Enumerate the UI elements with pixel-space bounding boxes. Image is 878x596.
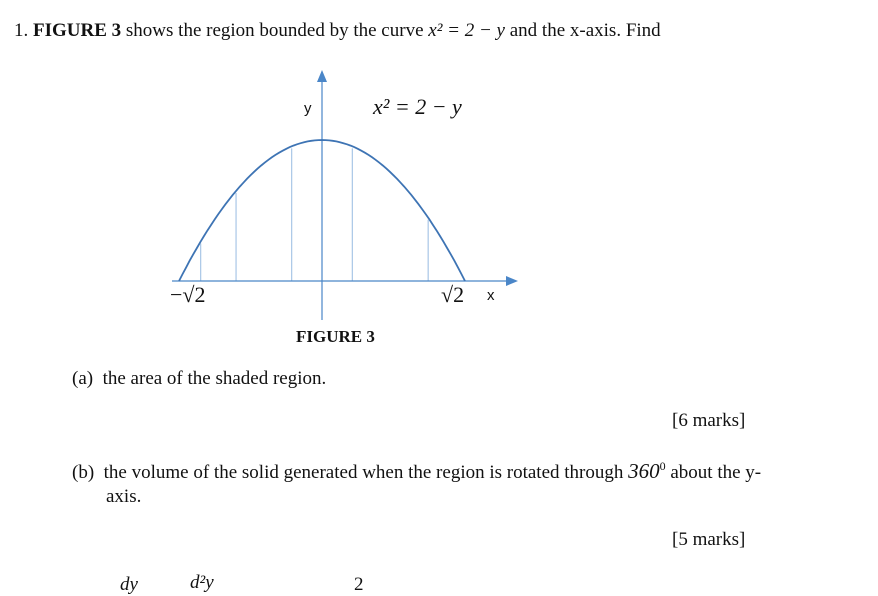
x-axis-arrow [506,276,518,286]
question-intro: shows the region bounded by the curve [125,20,424,41]
part-b-text: the volume of the solid generated when the region is rotated through [103,462,624,483]
y-axis-label: y [304,100,312,117]
shaded-region [201,148,429,281]
part-a [72,368,326,390]
figure-caption: FIGURE 3 [296,327,375,346]
cutoff-dy: dy [120,574,138,595]
part-a-marks: [6 marks] [672,410,746,431]
part-b-text-after: about the y- [670,462,762,483]
figure-ref: FIGURE 3 [33,20,122,41]
part-b-label: (b) [72,462,95,483]
curve-label: x² = 2 − y [373,94,462,119]
question-equation: x² = 2 − y [428,20,505,41]
part-b-angle: 360 [628,459,660,483]
cutoff-two: 2 [354,574,364,595]
question-number: 1. [14,20,29,41]
right-root-label: √2 [441,282,465,307]
part-b-line2: axis. [106,486,142,507]
left-root-label: −√2 [170,282,206,307]
y-axis-arrow [317,70,327,82]
part-a-label: (a) [72,368,94,389]
x-axis-label: x [487,287,495,304]
question-tail: and the x-axis. Find [509,20,661,41]
part-b-angle-sup: 0 [659,459,666,473]
cutoff-d2y: d²y [190,572,214,593]
part-b-marks: [5 marks] [672,529,746,550]
part-b [72,459,761,484]
part-a-text: the area of the shaded region. [102,368,327,389]
